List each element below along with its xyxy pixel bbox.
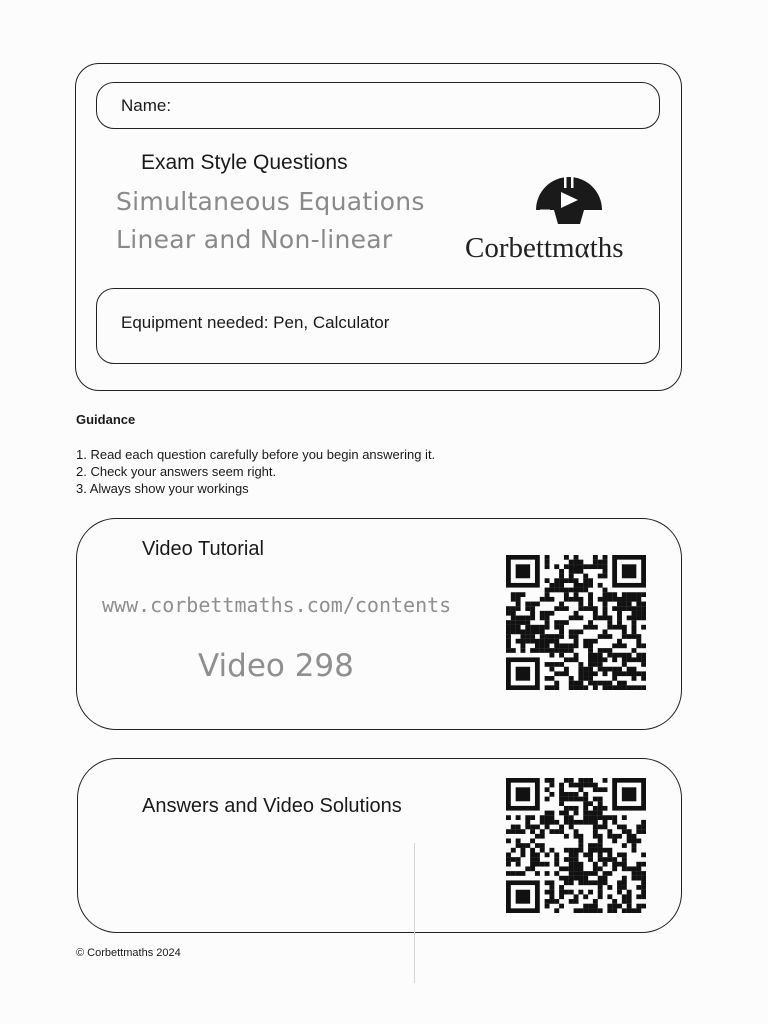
guidance-title: Guidance (76, 412, 136, 427)
guidance-item: 3. Always show your workings (76, 481, 249, 496)
equipment-label: Equipment needed: Pen, Calculator (121, 313, 390, 332)
video-url-link[interactable]: www.corbettmaths.com/contents (102, 593, 452, 617)
video-tutorial-title: Video Tutorial (142, 538, 264, 560)
corbettmaths-logo-icon (532, 170, 606, 226)
name-label: Name: (121, 96, 172, 115)
copyright-text: © Corbettmaths 2024 (76, 947, 181, 959)
qr-code-icon[interactable] (506, 555, 646, 690)
topic-title-line2: Linear and Non-linear (116, 225, 393, 254)
corbettmaths-logo-text: Corbettmαths (465, 232, 624, 264)
name-field[interactable] (96, 82, 660, 129)
scan-fold-line (414, 843, 415, 983)
guidance-item: 1. Read each question carefully before you begin answering it. (76, 447, 436, 462)
topic-title-line1: Simultaneous Equations (116, 187, 425, 216)
answers-title: Answers and Video Solutions (142, 795, 402, 817)
guidance-item: 2. Check your answers seem right. (76, 464, 277, 479)
qr-code-icon[interactable] (506, 778, 646, 913)
exam-style-label: Exam Style Questions (141, 151, 348, 174)
video-number: Video 298 (198, 648, 354, 684)
guidance-list (76, 446, 435, 497)
